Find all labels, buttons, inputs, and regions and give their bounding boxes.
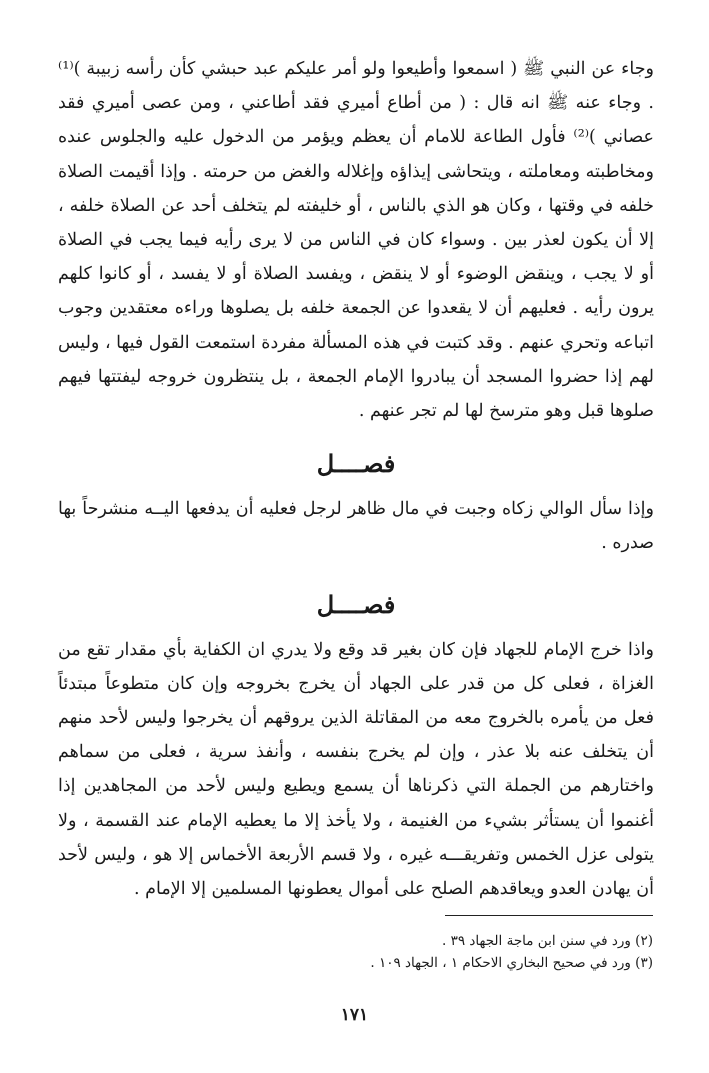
section-heading-fasl-2 [58,585,654,625]
section-heading-fasl-1 [58,444,654,484]
paragraph-obedience-to-imam: وجاء عن النبي ﷺ ( اسمعوا وأطيعوا ولو أمر عليكم عبد حبشي كأن رأسه زبيبة )⁽¹⁾ . وجاء عنه ﷺ انه قال : ( من أطاع أميري فقد أطاعني ، ومن عصى أميري فقد عصاني )⁽²⁾ فأول الطاعة للامام أن يعظم ويؤمر من الدخول عليه والجلوس عنده ومخاطبته ومعاملته ، ويتحاشى إيذاؤه وإغلاله والغض من حرمته . وإذا أقيمت الصلاة خلفه في وقتها ، وكان هو الذي بالناس ، أو خليفته لم يتخلف أحد عن الصلاة خلفه ، إلا أن يكون لعذر بين . وسواء كان في الناس من لا يرى رأيه فيما يجب في الصلاة أو لا يجب ، وينقض الوضوء أو لا ينقض ، ويفسد الصلاة أو لا يفسد ، أو كانوا كلهم يرون رأيه . فعليهم أن لا يقعدوا عن الجمعة خلفه بل يصلوها وراءه معتقدين وجوب اتباعه وتحري عنهم . وقد كتبت في هذه المسألة مفردة استمعت القول فيها ، وليس لهم إذا حضروا المسجد أن يبادروا الإمام الجمعة ، بل ينتظرون خروجه ليفتتها فيهم صلوها قبل وهو مترسخ لها لم تجر عنهم . [58,59,654,422]
page-body [58,52,654,906]
footnote-item: (٣) ورد في صحيح البخاري الاحكام ١ ، الجهاد ١٠٩ . [370,955,653,971]
footnote-item: (٢) ورد في سنن ابن ماجة الجهاد ٣٩ . [441,933,653,949]
section-heading-text: فصــــل [316,589,396,619]
section-heading-text: فصــــل [316,449,396,479]
footnote-divider [445,915,653,916]
paragraph-jihad: واذا خرج الإمام للجهاد فإن كان بغير قد وقع ولا يدري ان الكفاية بأي مقدار تقع من الغزاة ، فعلى كل من قدر على الجهاد أن يخرج بخروجه وإن كان متطوعاً مبتدئاً فعل من يأمره بالخروج معه من المقاتلة الذين يروقهم أن يخرجوا وليس لأحد منهم أن يتخلف عنه بلا عذر ، وإن لم يخرج بنفسه ، وأنفذ سرية ، فعلى من سماهم واختارهم من الجملة التي ذكرناها أن يسمع ويطيع وليس لأحد من المجاهدين إذا أغنموا أن يستأثر بشيء من الغنيمة ، ولا يأخذ إلا ما يعطيه الإمام عند القسمة ، ولا يتولى عزل الخمس وتفريقـــه غيره ، ولا قسم الأربعة الأخماس إلا هو ، وليس لأحد أن يهادن العدو ويعاقدهم الصلح على أموال يعطونها المسلمين إلا الإمام . [58,639,654,900]
paragraph-zakat: وإذا سأل الوالي زكاه وجبت في مال ظاهر لرجل فعليه أن يدفعها اليــه منشرحاً بها صدره . [58,499,654,554]
footnotes [57,930,653,974]
page-number: ١٧١ [340,1005,369,1025]
